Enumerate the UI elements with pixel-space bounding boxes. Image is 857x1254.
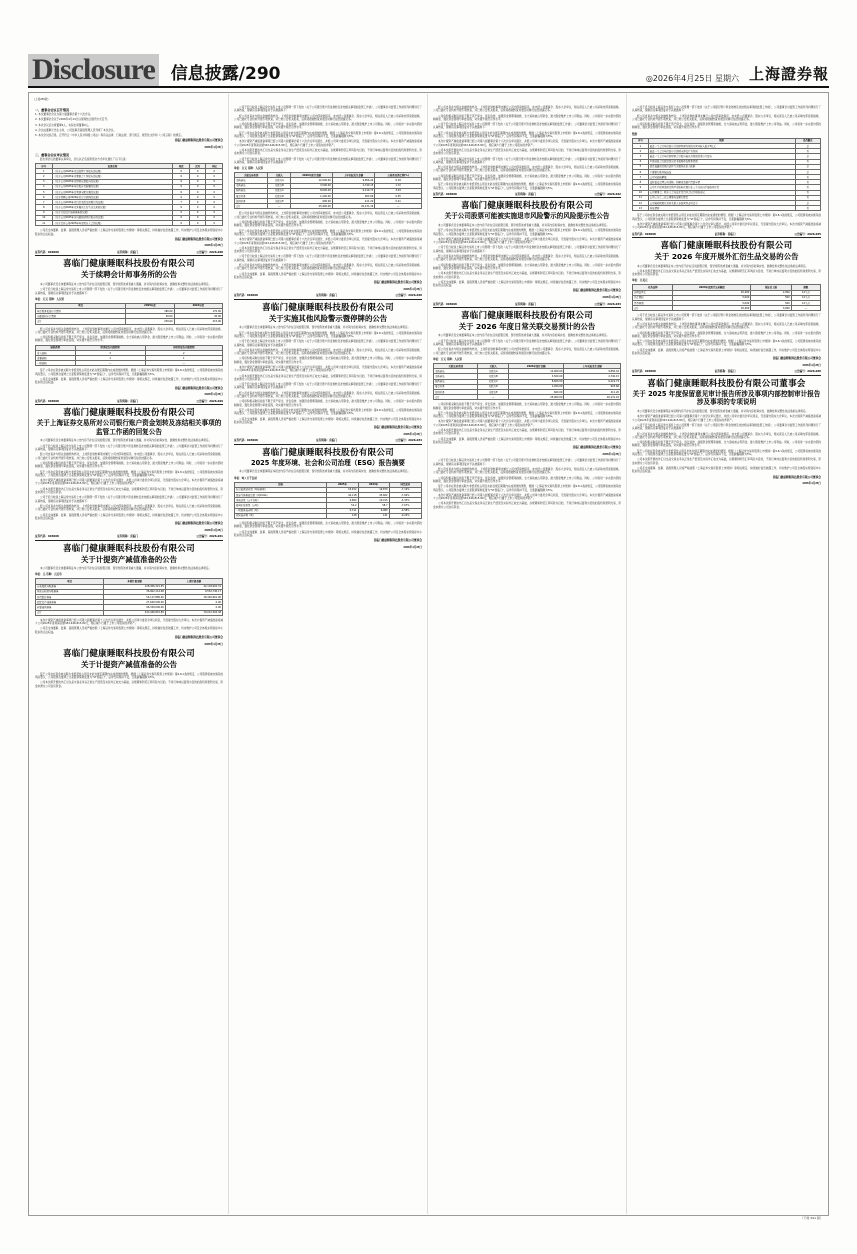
article-code-029: 证券代码：603008 证券简称：喜临门 公告编号：2026-029: [35, 400, 223, 405]
th-item: 项目: [36, 303, 126, 308]
table-row: 1 《关于公司2025年度总经理工作报告的议案》 9 0 0: [36, 169, 223, 174]
article-code-033: 证券代码：603008 证券简称：喜临门 公告编号：2026-033: [433, 303, 621, 308]
article-body-035e: 鉴于公司存在资金被关联方非经营性占用且未能在规定期限内完成清偿的情形，根据《上海证券交易所股票上市规则》第9.8.1条的规定，公司股票将被实施其他风险警示，公司股票自复牌之日起股票简称变更为“ST喜临门”，证券代码保持不变，日涨跌幅限制为5%。: [632, 340, 821, 347]
article-title-031-bottom: [35, 649, 223, 670]
sign-org-036: 喜临门健康睡眠科技股份有限公司董事会: [772, 475, 821, 479]
table-row: 一般缺陷 — —: [36, 361, 223, 366]
article-body-029b: 经公司自查并与相关金融机构核对，上述资金划转事项未履行公司内部审批程序，亦未经公司董事会、股东大会审议，相关责任人已被公司采取内部追责措施。公司已委托专业机构开展专项核查，并已向公安机关报案，后续将根据核查进展及时履行信息披露义务。: [35, 453, 223, 460]
sign-date-028: 2026年4月25日: [204, 393, 223, 397]
article-body-030b: 公司于近日收到上海证券交易所上市公司管理一部下发的《关于公司银行账户资金划转及冻结相关事项的监管工作函》，公司董事会对监管工作函所列问题进行了认真核查，现就有关事项回复并予以披露如下：: [234, 340, 422, 347]
article-company: 喜临门健康睡眠科技股份有限公司: [62, 649, 195, 660]
article-headline: 关于实施其他风险警示暨停牌的公告: [268, 313, 388, 323]
col3-body-10: 鉴于公司存在资金被关联方非经营性占用且未能在规定期限内完成清偿的情形，根据《上海证券交易所股票上市规则》第9.8.1条的规定，公司股票将被实施其他风险警示，公司股票自复牌之日起股票简称变更为“ST喜临门”，证券代码保持不变，日涨跌幅限制为5%。: [433, 183, 621, 190]
article-notice-028: 本公司董事会及全体董事保证本公告内容不存在任何虚假记载、误导性陈述或者重大遗漏，并对其内容的真实性、准确性和完整性依法承担法律责任。: [40, 282, 212, 286]
impairment-caption: 单位：元 币种：人民币: [35, 573, 62, 577]
meeting-line-3: 3. 本次会议应出席董事9人，实际出席董事9人。: [35, 123, 91, 127]
table-row: 重大缺陷 3 2: [36, 350, 223, 355]
table-row: 8 《关于公司2026年度开展外汇衍生品交易的议案》 9 0 0: [36, 205, 223, 210]
col2-body-14: 经公司自查并与相关金融机构核对，上述资金划转事项未履行公司内部审批程序，亦未经公司董事会、股东大会审议，相关责任人已被公司采取内部追责措施。公司已委托专业机构开展专项核查，并已向公安机关报案，后续将根据核查进展及时履行信息披露义务。: [234, 264, 422, 271]
article-body-031d: 公司本次拟开展的外汇衍生品交易业务以正常生产经营及实际外汇收支为基础，以规避和防范汇率风险为目的，不进行单纯以盈利为目的的投机和套利交易，资金来源为公司自有资金。: [35, 681, 223, 688]
related-party-caption: 单位：万元 币种：人民币: [234, 167, 264, 171]
table-row: 采购商品 关联方A 12,000.00 9,856.42 6.18: [235, 178, 422, 183]
col2-body-8: 经公司自查并与相关金融机构核对，上述资金划转事项未履行公司内部审批程序，亦未经公司董事会、股东大会审议，相关责任人已被公司采取内部追责措施。公司已委托专业机构开展专项核查，并已向公安机关报案，后续将根据核查进展及时履行信息披露义务。: [234, 212, 422, 219]
table-row: 7 公司可能被解散 否: [633, 175, 821, 180]
column-1: [30, 94, 229, 1214]
article-body-031b: 公司及全体董事、监事、高级管理人员将严格按照《上海证券交易所股票上市规则》等相关规定，持续做好信息披露工作，切实维护公司及全体股东特别是中小股东的合法权益。: [35, 627, 223, 634]
article-title-034: [234, 448, 422, 468]
table-row: 1 最近一个会计年度经审计的净利润为负值且营业收入低于3亿元 是: [633, 143, 821, 148]
table-row: 接受劳务 关联方D 1,200.00 903.66: [435, 385, 619, 389]
col4-body-4: 鉴于公司存在资金被关联方非经营性占用且未能在规定期限内完成清偿的情形，根据《上海证券交易所股票上市规则》第9.8.1条的规定，公司股票将被实施其他风险警示，公司股票自复牌之日起股票简称变更为“ST喜临门”，证券代码保持不变，日涨跌幅限制为5%。: [632, 214, 821, 221]
sign-date-032: 2026年4月25日: [602, 295, 621, 299]
article-company: 喜临门健康睡眠科技股份有限公司: [62, 408, 195, 419]
col3-body-9: 公司将积极采取包括但不限于资产保全、诉讼追偿、加强资金管理等措施，全力追收被占用资金，最大限度维护上市公司利益。同时，公司将进一步完善内部控制制度，强化资金管理与审批流程，切实提升规范运作水平。: [433, 174, 621, 182]
th-agree: 同意: [173, 163, 190, 168]
table-row: 9 公司生产经营活动受到严重影响且预计在三个月以内不能恢复正常 否: [633, 185, 821, 190]
col2-body-4: 鉴于公司存在资金被关联方非经营性占用且未能在规定期限内完成清偿的情形，根据《上海证券交易所股票上市规则》第9.8.1条的规定，公司股票将被实施其他风险警示，公司股票自复牌之日起股票简称变更为“ST喜临门”，证券代码保持不变，日涨跌幅限制为5%。: [234, 131, 422, 139]
article-body-033b: 经公司自查并与相关金融机构核对，上述资金划转事项未履行公司内部审批程序，亦未经公司董事会、股东大会审议，相关责任人已被公司采取内部追责措施。公司已委托专业机构开展专项核查，并已向公安机关报案，后续将根据核查进展及时履行信息披露义务。: [433, 348, 621, 355]
col2-body-9: 公司将积极采取包括但不限于资产保全、诉讼追偿、加强资金管理等措施，全力追收被占用资金，最大限度维护上市公司利益。同时，公司将进一步完善内部控制制度，强化资金管理与审批流程，切实提升规范运作水平。: [234, 221, 422, 228]
meeting-line-1: 1. 本次董事会会议为第六届董事会第十六次会议。: [35, 113, 93, 116]
col2-body-1: 公司于近日收到上海证券交易所上市公司管理一部下发的《关于公司银行账户资金划转及冻结相关事项的监管工作函》，公司董事会对监管工作函所列问题进行了认真核查，现就有关事项回复并予以披露如下：: [234, 106, 422, 113]
article-notice-036: 本公司董事会及全体董事保证本说明内容不存在任何虚假记载、误导性陈述或者重大遗漏，并对其内容的真实性、准确性和完整性依法承担法律责任。: [637, 410, 809, 414]
article-code-032: 证券代码：603008 证券简称：喜临门 公告编号：2026-032: [433, 193, 621, 198]
article-title-029: [35, 408, 223, 436]
article-body-029h: 经公司自查并与相关金融机构核对，上述资金划转事项未履行公司内部审批程序，亦未经公司董事会、股东大会审议，相关责任人已被公司采取内部追责措施。公司已委托专业机构开展专项核查，并已向公安机关报案，后续将根据核查进展及时履行信息披露义务。: [35, 504, 223, 512]
sign-date-034: 2026年4月25日: [403, 545, 422, 549]
article-body-035b: 公司于近日收到上海证券交易所上市公司管理一部下发的《关于公司银行账户资金划转及冻结相关事项的监管工作函》，公司董事会对监管工作函所列问题进行了认真核查，现就有关事项回复并予以披露如下：: [632, 314, 821, 321]
table-row: 一般固体废弃物（吨） 6,311 6,980 -9.58%: [235, 508, 422, 513]
sign-org-031: 喜临门健康睡眠科技股份有限公司董事会: [174, 635, 223, 639]
article-body-028: 公司于近日收到上海证券交易所上市公司管理一部下发的《关于公司银行账户资金划转及冻结相关事项的监管工作函》，公司董事会对监管工作函所列问题进行了认真核查，现就有关事项回复并予以披露如下：: [35, 288, 223, 295]
article-notice-033: 本公司董事会及全体董事保证本公告内容不存在任何虚假记载、误导性陈述或者重大遗漏，并对其内容的真实性、准确性和完整性依法承担法律责任。: [438, 334, 610, 338]
table-row: 合计 30,000 3,000 —: [633, 306, 821, 311]
article-body-030f: 公司本次拟开展的外汇衍生品交易业务以正常生产经营及实际外汇收支为基础，以规避和防范汇率风险为目的，不进行单纯以盈利为目的的投机和套利交易，资金来源为公司自有资金。: [234, 374, 422, 381]
col2-body-2: 经公司自查并与相关金融机构核对，上述资金划转事项未履行公司内部审批程序，亦未经公司董事会、股东大会审议，相关责任人已被公司采取内部追责措施。公司已委托专业机构开展专项核查，并已向公安机关报案，后续将根据核查进展及时履行信息披露义务。: [234, 114, 422, 121]
col3-tail-1: 公司于近日收到上海证券交易所上市公司管理一部下发的《关于公司银行账户资金划转及冻结相关事项的监管工作函》，公司董事会对监管工作函所列问题进行了认真核查，现就有关事项回复并予以披露如下：: [433, 459, 621, 466]
col3-body-1: 经公司自查并与相关金融机构核对，上述资金划转事项未履行公司内部审批程序，亦未经公司董事会、股东大会审议，相关责任人已被公司采取内部追责措施。公司已委托专业机构开展专项核查，并已向公安机关报案，后续将根据核查进展及时履行信息披露义务。: [433, 106, 621, 113]
table-row: 远期结售汇 20,000 2,000 12个月: [633, 290, 821, 295]
page-number: （下转 291 版）: [800, 1216, 823, 1220]
col3-body-6: 公司本次拟开展的外汇衍生品交易业务以正常生产经营及实际外汇收支为基础，以规避和防范汇率风险为目的，不进行单纯以盈利为目的的投机和套利交易，资金来源为公司自有资金。: [433, 148, 621, 156]
article-company: 喜临门健康睡眠科技股份有限公司: [261, 302, 394, 313]
column-container: [30, 94, 827, 1214]
sign-org-1: 喜临门健康睡眠科技股份有限公司董事会: [174, 237, 223, 241]
table-row: 合计 230.00 215.00: [37, 319, 221, 323]
table-row: 采购商品 关联方B 3,500.00 2,740.15 1.72: [235, 183, 422, 188]
esg-table: 指标 2025年 2024年 同比变动 综合能源消耗量（吨标准煤） 18,452 19,870 -7.14% 温室气体排放总量（吨CO2e） 42,118 45,602 -7.64% 用电总量（万千瓦时） 9,860 10,415 -5.33% 新鲜水取用量（万吨） 54.2 58.7 -7.67% 一般固体废弃物（吨） 6,311 6,980 -9.58% 危险废弃物（吨） 128 141 -9.22%: [234, 482, 422, 519]
para-generic-1: 公司及全体董事、监事、高级管理人员将严格按照《上海证券交易所股票上市规则》等相关规定，持续做好信息披露工作，切实维护公司及全体股东特别是中小股东的合法权益。: [35, 229, 223, 236]
col3-body-4: 鉴于公司存在资金被关联方非经营性占用且未能在规定期限内完成清偿的情形，根据《上海证券交易所股票上市规则》第9.8.1条的规定，公司股票将被实施其他风险警示，公司股票自复牌之日起股票简称变更为“ST喜临门”，证券代码保持不变，日涨跌幅限制为5%。: [433, 131, 621, 139]
table-row: 危险废弃物（吨） 128 141 -9.22%: [235, 513, 422, 518]
article-body-030d: 公司将积极采取包括但不限于资产保全、诉讼追偿、加强资金管理等措施，全力追收被占用资金，最大限度维护上市公司利益。同时，公司将进一步完善内部控制制度，强化资金管理与审批流程，切实提升规范运作水平。: [234, 357, 422, 364]
article-body-032f: 公司本次拟开展的外汇衍生品交易业务以正常生产经营及实际外汇收支为基础，以规避和防范汇率风险为目的，不进行单纯以盈利为目的的投机和套利交易，资金来源为公司自有资金。: [433, 272, 621, 279]
article-body-028b: 经公司自查并与相关金融机构核对，上述资金划转事项未履行公司内部审批程序，亦未经公司董事会、股东大会审议，相关责任人已被公司采取内部追责措施。公司已委托专业机构开展专项核查，并已向公安机关报案，后续将根据核查进展及时履行信息披露义务。: [35, 327, 223, 334]
article-code-031: 证券代码：603008 证券简称：喜临门 公告编号：2026-031: [35, 535, 223, 540]
article-body-030g: 公司于近日收到上海证券交易所上市公司管理一部下发的《关于公司银行账户资金划转及冻结相关事项的监管工作函》，公司董事会对监管工作函所列问题进行了认真核查，现就有关事项回复并予以披露如下：: [234, 383, 422, 390]
sign-org-035: 喜临门健康睡眠科技股份有限公司董事会: [772, 357, 821, 361]
col3-tail-3: 公司将积极采取包括但不限于资产保全、诉讼追偿、加强资金管理等措施，全力追收被占用资金，最大限度维护上市公司利益。同时，公司将进一步完善内部控制制度，强化资金管理与审批流程，切实提升规范运作水平。: [433, 476, 621, 483]
article-body-030c: 经公司自查并与相关金融机构核对，上述资金划转事项未履行公司内部审批程序，亦未经公司董事会、股东大会审议，相关责任人已被公司采取内部追责措施。公司已委托专业机构开展专项核查，并已向公安机关报案，后续将根据核查进展及时履行信息披露义务。: [234, 348, 422, 356]
related-party-caption-2: 单位：万元 币种：人民币: [433, 357, 463, 361]
table-row: 销售商品 关联方C 8,600.00 6,219.73 3.04: [235, 188, 422, 193]
col2-body-13: 公司于近日收到上海证券交易所上市公司管理一部下发的《关于公司银行账户资金划转及冻结相关事项的监管工作函》，公司董事会对监管工作函所列问题进行了认真核查，现就有关事项回复并予以披露如下：: [234, 255, 422, 262]
table-row: 存货跌价准备 54,117,880.26 18,340,661.90: [37, 595, 221, 599]
table-row: 3 《关于公司2025年度财务决算报告的议案》 9 0 0: [36, 179, 223, 184]
sign-org-028: 喜临门健康睡眠科技股份有限公司董事会: [174, 386, 223, 390]
meeting-section-1: 一、董事会会议召开情况: [35, 108, 70, 112]
related-party-table-2: 关联交易类别 关联人 2026年预计金额 上年实际发生金额 采购商品 关联方A 12,000.00 9,856.42 采购商品 关联方B 3,500.00 2,740.15 销售商品 关联方C 8,600.00 6,219.73 接受劳务 关联方D 1,200.00 903.66 提供劳务 关联方E 600.00 411.20 合计 — 25,900.00 20,131.16: [435, 364, 619, 399]
table-row: 外汇期权 5,000 500 12个月: [633, 295, 821, 300]
code-announce-no: 公告编号：2026-028: [196, 251, 223, 254]
table-row: 合计 — 25,900.00 20,131.16: [435, 395, 619, 399]
table-row: 温室气体排放总量（吨CO2e） 42,118 45,602 -7.64%: [235, 493, 422, 498]
article-body-029a: 公司于近日收到上海证券交易所上市公司管理一部下发的《关于公司银行账户资金划转及冻结相关事项的监管工作函》，公司董事会对监管工作函所列问题进行了认真核查，现就有关事项回复并予以披露如下：: [35, 444, 223, 452]
audit-fee-table: [35, 303, 223, 325]
th-defect: 缺陷类型: [36, 345, 76, 350]
article-body-033d: 鉴于公司存在资金被关联方非经营性占用且未能在规定期限内完成清偿的情形，根据《上海证券交易所股票上市规则》第9.8.1条的规定，公司股票将被实施其他风险警示，公司股票自复牌之日起股票简称变更为“ST喜临门”，证券代码保持不变，日涨跌幅限制为5%。: [433, 411, 621, 419]
col3-body-7: 公司于近日收到上海证券交易所上市公司管理一部下发的《关于公司银行账户资金划转及冻结相关事项的监管工作函》，公司董事会对监管工作函所列问题进行了认真核查，现就有关事项回复并予以披露如下：: [433, 157, 621, 164]
col2-body-5: 本次计提资产减值准备事项已经公司第六届董事会第十六次会议审议通过，并经公司审计委员会审议同意，无需提交股东大会审议。本次计提资产减值准备将减少公司2025年度利润总额343,446,815.89元，相应减少归属于上市公司股东的净资产。: [234, 140, 422, 147]
table-row: 11 公司三分之二以上董事无法履行职责 否: [633, 195, 821, 200]
article-body-036f: 公司本次拟开展的外汇衍生品交易业务以正常生产经营及实际外汇收支为基础，以规避和防范汇率风险为目的，不进行单纯以盈利为目的的投机和套利交易，资金来源为公司自有资金。: [632, 458, 821, 465]
sign-org-029: 喜临门健康睡眠科技股份有限公司董事会: [174, 522, 223, 526]
article-body-031c: 鉴于公司存在资金被关联方非经营性占用且未能在规定期限内完成清偿的情形，根据《上海证券交易所股票上市规则》第9.8.1条的规定，公司股票将被实施其他风险警示，公司股票自复牌之日起股票简称变更为“ST喜临门”，证券代码保持不变，日涨跌幅限制为5%。: [35, 672, 223, 679]
article-title-030: [234, 303, 422, 324]
col3-body-2: 公司将积极采取包括但不限于资产保全、诉讼追偿、加强资金管理等措施，全力追收被占用资金，最大限度维护上市公司利益。同时，公司将进一步完善内部控制制度，强化资金管理与审批流程，切实提升规范运作水平。: [433, 114, 621, 121]
sign-date-1: 2026年4月25日: [204, 244, 223, 248]
article-body-036b: 公司于近日收到上海证券交易所上市公司管理一部下发的《关于公司银行账户资金划转及冻结相关事项的监管工作函》，公司董事会对监管工作函所列问题进行了认真核查，现就有关事项回复并予以披露如下：: [632, 423, 821, 431]
continued-from-label: (上接289版): [34, 98, 49, 101]
col2-body-11: 本次计提资产减值准备事项已经公司第六届董事会第十六次会议审议通过，并经公司审计委员会审议同意，无需提交股东大会审议。本次计提资产减值准备将减少公司2025年度利润总额343,446,815.89元，相应减少归属于上市公司股东的净资产。: [234, 238, 422, 245]
sign-org-033: 喜临门健康睡眠科技股份有限公司董事会: [572, 446, 621, 450]
article-body-036e: 鉴于公司存在资金被关联方非经营性占用且未能在规定期限内完成清偿的情形，根据《上海证券交易所股票上市规则》第9.8.1条的规定，公司股票将被实施其他风险警示，公司股票自复牌之日起股票简称变更为“ST喜临门”，证券代码保持不变，日涨跌幅限制为5%。: [632, 449, 821, 457]
col2-body-7: 公司于近日收到上海证券交易所上市公司管理一部下发的《关于公司银行账户资金划转及冻结相关事项的监管工作函》，公司董事会对监管工作函所列问题进行了认真核查，现就有关事项回复并予以披露如下：: [234, 157, 422, 164]
article-body-029d: 鉴于公司存在资金被关联方非经营性占用且未能在规定期限内完成清偿的情形，根据《上海证券交易所股票上市规则》第9.8.1条的规定，公司股票将被实施其他风险警示，公司股票自复牌之日起股票简称变更为“ST喜临门”，证券代码保持不变，日涨跌幅限制为5%。: [35, 470, 223, 477]
meeting-line-4: 4. 会议由董事长先生主持，公司监事及高级管理人员列席了本次会议。: [35, 128, 117, 132]
table-row: 合计 343,446,815.89 70,012,304.38: [37, 611, 221, 615]
article-headline: 关于 2025 年度保留意见审计报告所涉及事项内部控制审计报告涉及事项的专项说明: [632, 389, 821, 407]
sign-date-036: 2026年4月25日: [802, 482, 821, 486]
column-4: [627, 94, 826, 1214]
article-company: 喜临门健康睡眠科技股份有限公司: [660, 241, 793, 251]
forex-caption: 单位：万美元: [632, 279, 648, 283]
article-body-030k: 公司及全体董事、监事、高级管理人员将严格按照《上海证券交易所股票上市规则》等相关规定，持续做好信息披露工作，切实维护公司及全体股东特别是中小股东的合法权益。: [234, 417, 422, 424]
table-row: 6 主要银行账号被冻结 是: [633, 169, 821, 174]
article-body-035c: 经公司自查并与相关金融机构核对，上述资金划转事项未履行公司内部审批程序，亦未经公司董事会、股东大会审议，相关责任人已被公司采取内部追责措施。公司已委托专业机构开展专项核查，并已向公安机关报案，后续将根据核查进展及时履行信息披露义务。: [632, 322, 821, 330]
article-body-030a: 鉴于公司存在资金被关联方非经营性占用且未能在规定期限内完成清偿的情形，根据《上海证券交易所股票上市规则》第9.8.1条的规定，公司股票将被实施其他风险警示，公司股票自复牌之日起股票简称变更为“ST喜临门”，证券代码保持不变，日涨跌幅限制为5%。: [234, 331, 422, 338]
article-body-036a: 本次计提资产减值准备事项已经公司第六届董事会第十六次会议审议通过，并经公司审计委员会审议同意，无需提交股东大会审议。本次计提资产减值准备将减少公司2025年度利润总额343,446,815.89元，相应减少归属于上市公司股东的净资产。: [632, 415, 821, 422]
th-against: 反对: [189, 163, 206, 168]
article-title-031: [35, 544, 223, 565]
article-body-032g: 公司及全体董事、监事、高级管理人员将严格按照《上海证券交易所股票上市规则》等相关规定，持续做好信息披露工作，切实维护公司及全体股东特别是中小股东的合法权益。: [433, 280, 621, 288]
table-row: 5 信息披露或者规范运作等方面存在重大缺陷 是: [633, 164, 821, 169]
article-body-028e: 公司及全体董事、监事、高级管理人员将严格按照《上海证券交易所股票上市规则》等相关规定，持续做好信息披露工作，切实维护公司及全体股东特别是中小股东的合法权益。: [35, 378, 223, 385]
masthead: [28, 44, 829, 88]
meeting-sign-org: 喜临门健康睡眠科技股份有限公司董事会: [174, 139, 223, 143]
th-2025: 2025年度: [126, 303, 174, 308]
code-name: 证券简称：喜临门: [117, 251, 138, 254]
article-code-035: 证券代码：603008 证券简称：喜临门 公告编号：2026-035: [632, 233, 821, 238]
table-row: 4 《关于公司2025年年度报告及摘要的议案》 9 0 0: [36, 184, 223, 189]
risk-index-caption: 情形: [632, 132, 638, 136]
article-body-036d: 公司将积极采取包括但不限于资产保全、诉讼追偿、加强资金管理等措施，全力追收被占用资金，最大限度维护上市公司利益。同时，公司将进一步完善内部控制制度，强化资金管理与审批流程，切实提升规范运作水平。: [632, 441, 821, 448]
table-row: 采购商品 关联方B 3,500.00 2,740.15: [435, 374, 619, 378]
table-row: 5 《关于公司2025年度利润分配方案的议案》 9 0 0: [36, 189, 223, 194]
th-seq: 序号: [36, 163, 53, 168]
article-headline: 关于上海证券交易所对公司银行账户资金划转及冻结相关事项的监管工作函的回复公告: [36, 419, 222, 436]
table-row: 提供劳务 关联方E 600.00 411.20: [435, 390, 619, 394]
article-body-035d: 公司将积极采取包括但不限于资产保全、诉讼追偿、加强资金管理等措施，全力追收被占用资金，最大限度维护上市公司利益。同时，公司将进一步完善内部控制制度，强化资金管理与审批流程，切实提升规范运作水平。: [632, 331, 821, 338]
col3-tail-5: 本次计提资产减值准备事项已经公司第六届董事会第十六次会议审议通过，并经公司审计委员会审议同意，无需提交股东大会审议。本次计提资产减值准备将减少公司2025年度利润总额343,446,815.89元，相应减少归属于上市公司股东的净资产。: [433, 493, 621, 501]
sign-org-030: 喜临门健康睡眠科技股份有限公司董事会: [373, 426, 422, 430]
article-body-029e: 本次计提资产减值准备事项已经公司第六届董事会第十六次会议审议通过，并经公司审计委员会审议同意，无需提交股东大会审议。本次计提资产减值准备将减少公司2025年度利润总额343,446,815.89元，相应减少归属于上市公司股东的净资产。: [35, 479, 223, 486]
table-row: 接受劳务 关联方D 1,200.00 903.66 0.55: [235, 193, 422, 198]
sign-date-035: 2026年4月25日: [802, 363, 821, 367]
article-body-033g: 公司及全体董事、监事、高级管理人员将严格按照《上海证券交易所股票上市规则》等相关规定，持续做好信息披露工作，切实维护公司及全体股东特别是中小股东的合法权益。: [433, 437, 621, 444]
col2-sign-org: 喜临门健康睡眠科技股份有限公司董事会: [373, 281, 422, 285]
article-body-030e: 本次计提资产减值准备事项已经公司第六届董事会第十六次会议审议通过，并经公司审计委员会审议同意，无需提交股东大会审议。本次计提资产减值准备将减少公司2025年度利润总额343,446,815.89元，相应减少归属于上市公司股东的净资产。: [234, 365, 422, 373]
article-title-035: [632, 241, 821, 262]
col2-body-10: 鉴于公司存在资金被关联方非经营性占用且未能在规定期限内完成清偿的情形，根据《上海证券交易所股票上市规则》第9.8.1条的规定，公司股票将被实施其他风险警示，公司股票自复牌之日起股票简称变更为“ST喜临门”，证券代码保持不变，日涨跌幅限制为5%。: [234, 229, 422, 236]
table-row: 合计 — 25,900.00 20,131.16 —: [235, 204, 422, 209]
masthead-paper-name: 上海證券報: [748, 65, 829, 83]
article-body-028c: 公司将积极采取包括但不限于资产保全、诉讼追偿、加强资金管理等措施，全力追收被占用资金，最大限度维护上市公司利益。同时，公司将进一步完善内部控制制度，强化资金管理与审批流程，切实提升规范运作水平。: [35, 336, 223, 343]
article-headline: 关于公司股票可能被实施退市风险警示的风险提示性公告: [444, 212, 610, 221]
article-body-035f: 公司及全体董事、监事、高级管理人员将严格按照《上海证券交易所股票上市规则》等相关规定，持续做好信息披露工作，切实维护公司及全体股东特别是中小股东的合法权益。: [632, 348, 821, 355]
meeting-line-7: 经出席会议的董事认真审议，会议以记名投票表决方式审议通过了以下议案：: [40, 157, 129, 161]
col4-body-3: 公司将积极采取包括但不限于资产保全、诉讼追偿、加强资金管理等措施，全力追收被占用资金，最大限度维护上市公司利益。同时，公司将进一步完善内部控制制度，强化资金管理与审批流程，切实提升规范运作水平。: [632, 123, 821, 130]
table-row: 固定资产减值准备 27,640,500.00 0.00: [37, 600, 221, 604]
table-row: 9 《关于计提资产减值准备的议案》 9 0 0: [36, 210, 223, 215]
article-title-028: [35, 259, 223, 280]
article-body-032d: 经公司自查并与相关金融机构核对，上述资金划转事项未履行公司内部审批程序，亦未经公司董事会、股东大会审议，相关责任人已被公司采取内部追责措施。公司已委托专业机构开展专项核查，并已向公安机关报案，后续将根据核查进展及时履行信息披露义务。: [433, 255, 621, 262]
article-company: 喜临门健康睡眠科技股份有限公司: [460, 201, 593, 212]
meeting-line-5: 5. 本次会议的召集、召开符合《中华人民共和国公司法》等有关法律、行政法规、部门规章、规范性文件和《公司章程》的规定。: [35, 134, 184, 138]
col3-body-8: 经公司自查并与相关金融机构核对，上述资金划转事项未履行公司内部审批程序，亦未经公司董事会、股东大会审议，相关责任人已被公司采取内部追责措施。公司已委托专业机构开展专项核查，并已向公安机关报案，后续将根据核查进展及时履行信息披露义务。: [433, 166, 621, 173]
masthead-section-number: /290: [238, 64, 281, 84]
masthead-logo-en: Disclosure: [28, 54, 159, 87]
sign-org-032: 喜临门健康睡眠科技股份有限公司董事会: [572, 289, 621, 293]
article-body-035a: 公司本次拟开展的外汇衍生品交易业务以正常生产经营及实际外汇收支为基础，以规避和防范汇率风险为目的，不进行单纯以盈利为目的的投机和套利交易，资金来源为公司自有资金。: [632, 269, 821, 277]
article-company: 喜临门健康睡眠科技股份有限公司: [261, 447, 394, 458]
col3-tail-6: 公司本次拟开展的外汇衍生品交易业务以正常生产经营及实际外汇收支为基础，以规避和防范汇率风险为目的，不进行单纯以盈利为目的的投机和套利交易，资金来源为公司自有资金。: [433, 502, 621, 509]
table-row: 10 公司董事会、股东大会无法正常召开会议并形成决议 否: [633, 190, 821, 195]
masthead-section-label: 信息披露: [170, 64, 239, 84]
article-notice-031: 本公司董事会及全体董事保证本公告内容不存在任何虚假记载、误导性陈述或者重大遗漏，并对其内容的真实性、准确性和完整性依法承担法律责任。: [40, 567, 212, 571]
article-body-030h: 经公司自查并与相关金融机构核对，上述资金划转事项未履行公司内部审批程序，亦未经公司董事会、股东大会审议，相关责任人已被公司采取内部追责措施。公司已委托专业机构开展专项核查，并已向公安机关报案，后续将根据核查进展及时履行信息披露义务。: [234, 391, 422, 399]
col3-tail-4: 鉴于公司存在资金被关联方非经营性占用且未能在规定期限内完成清偿的情形，根据《上海证券交易所股票上市规则》第9.8.1条的规定，公司股票将被实施其他风险警示，公司股票自复牌之日起股票简称变更为“ST喜临门”，证券代码保持不变，日涨跌幅限制为5%。: [433, 485, 621, 492]
masthead-logo-cn: [171, 59, 281, 86]
table-row: 12 公司被控股股东及其关联人非经营性占用资金 是: [633, 201, 821, 206]
article-body-033f: 公司本次拟开展的外汇衍生品交易业务以正常生产经营及实际外汇收支为基础，以规避和防范汇率风险为目的，不进行单纯以盈利为目的的投机和套利交易，资金来源为公司自有资金。: [433, 429, 621, 436]
article-body-029i: 公司及全体董事、监事、高级管理人员将严格按照《上海证券交易所股票上市规则》等相关规定，持续做好信息披露工作，切实维护公司及全体股东特别是中小股东的合法权益。: [35, 513, 223, 520]
col3-body-5: 本次计提资产减值准备事项已经公司第六届董事会第十六次会议审议通过，并经公司审计委员会审议同意，无需提交股东大会审议。本次计提资产减值准备将减少公司2025年度利润总额343,446,815.89元，相应减少归属于上市公司股东的净资产。: [433, 140, 621, 147]
article-body-034b: 公司及全体董事、监事、高级管理人员将严格按照《上海证券交易所股票上市规则》等相关规定，持续做好信息披露工作，切实维护公司及全体股东特别是中小股东的合法权益。: [234, 530, 422, 537]
table-row: 年度财务报表审计费用 180.00 170.00: [37, 309, 221, 313]
article-body-029f: 公司本次拟开展的外汇衍生品交易业务以正常生产经营及实际外汇收支为基础，以规避和防范汇率风险为目的，不进行单纯以盈利为目的的投机和套利交易，资金来源为公司自有资金。: [35, 487, 223, 495]
article-body-032b: 本次计提资产减值准备事项已经公司第六届董事会第十六次会议审议通过，并经公司审计委员会审议同意，无需提交股东大会审议。本次计提资产减值准备将减少公司2025年度利润总额343,446,815.89元，相应减少归属于上市公司股东的净资产。: [433, 237, 621, 245]
col2-body-6: 公司本次拟开展的外汇衍生品交易业务以正常生产经营及实际外汇收支为基础，以规避和防范汇率风险为目的，不进行单纯以盈利为目的的投机和套利交易，资金来源为公司自有资金。: [234, 148, 422, 156]
table-row: 商誉减值准备 96,330,000.00 0.00: [37, 606, 221, 610]
col2-sign-date: 2026年4月25日: [403, 287, 422, 291]
article-headline: 关于续聘会计师事务所的公告: [80, 270, 178, 280]
meeting-section-2: 二、董事会会议审议情况: [35, 152, 70, 157]
article-body-033a: 公司于近日收到上海证券交易所上市公司管理一部下发的《关于公司银行账户资金划转及冻结相关事项的监管工作函》，公司董事会对监管工作函所列问题进行了认真核查，现就有关事项回复并予以披露如下：: [433, 339, 621, 347]
table-row: 应收账款坏账准备 128,456,321.55 42,118,902.31: [37, 585, 221, 589]
article-body-029c: 公司将积极采取包括但不限于资产保全、诉讼追偿、加强资金管理等措施，全力追收被占用资金，最大限度维护上市公司利益。同时，公司将进一步完善内部控制制度，强化资金管理与审批流程，切实提升规范运作水平。: [35, 461, 223, 469]
article-notice-034: 本公司董事会及全体董事保证本报告内容不存在任何虚假记载、误导性陈述或者重大遗漏，并对其内容的真实性、准确性和完整性依法承担法律责任。: [239, 470, 411, 474]
sign-date-029: 2026年4月25日: [204, 528, 223, 532]
col3-tail-2: 经公司自查并与相关金融机构核对，上述资金划转事项未履行公司内部审批程序，亦未经公司董事会、股东大会审议，相关责任人已被公司采取内部追责措施。公司已委托专业机构开展专项核查，并已向公安机关报案，后续将根据核查进展及时履行信息披露义务。: [433, 468, 621, 475]
article-headline: 关于 2026 年度开展外汇衍生品交易的公告: [654, 252, 799, 261]
article-body-029g: 公司于近日收到上海证券交易所上市公司管理一部下发的《关于公司银行账户资金划转及冻结相关事项的监管工作函》，公司董事会对监管工作函所列问题进行了认真核查，现就有关事项回复并予以披露如下：: [35, 496, 223, 503]
col2-body-15: 公司及全体董事、监事、高级管理人员将严格按照《上海证券交易所股票上市规则》等相关规定，持续做好信息披露工作，切实维护公司及全体股东特别是中小股东的合法权益。: [234, 272, 422, 279]
article-headline: 2025 年度环境、社会和公司治理（ESG）报告摘要: [251, 458, 405, 467]
th-fin: 财务报告内部控制: [75, 345, 145, 350]
article-notice-030: 本公司董事会及全体董事保证本公告内容不存在任何虚假记载、误导性陈述或者重大遗漏，并对其内容的真实性、准确性和完整性依法承担法律责任。: [239, 326, 411, 330]
th-abstain: 弃权: [206, 163, 223, 168]
table-row: 2 《关于公司2025年度董事会工作报告的议案》 9 0 0: [36, 174, 223, 179]
article-body-031a: 本次计提资产减值准备事项已经公司第六届董事会第十六次会议审议通过，并经公司审计委员会审议同意，无需提交股东大会审议。本次计提资产减值准备将减少公司2025年度利润总额343,446,815.89元，相应减少归属于上市公司股东的净资产。: [35, 618, 223, 626]
article-notice-032: 本公司董事会及全体董事保证本公告内容不存在任何虚假记载、误导性陈述或者重大遗漏，并对其内容的真实性、准确性和完整性依法承担法律责任。: [438, 223, 610, 227]
table-row: 3 最近一个会计年度的财务会计报告被出具保留意见审计报告 是: [633, 154, 821, 159]
table-row: 6 《关于续聘公司2026年度审计机构的议案》 9 0 0: [36, 195, 223, 200]
article-title-032: [433, 201, 621, 221]
table-row: 10 《关于公司2025年度内部控制评价报告的议案》 9 0 0: [36, 215, 223, 220]
table-row: 11 《关于召开公司2025年年度股东大会的议案》 9 0 0: [36, 221, 223, 226]
article-body-028d: 鉴于公司存在资金被关联方非经营性占用且未能在规定期限内完成清偿的情形，根据《上海证券交易所股票上市规则》第9.8.1条的规定，公司股票将被实施其他风险警示，公司股票自复牌之日起股票简称变更为“ST喜临门”，证券代码保持不变，日涨跌幅限制为5%。: [35, 369, 223, 376]
col2-body-12: 公司本次拟开展的外汇衍生品交易业务以正常生产经营及实际外汇收支为基础，以规避和防范汇率风险为目的，不进行单纯以盈利为目的的投机和套利交易，资金来源为公司自有资金。: [234, 246, 422, 254]
article-company: 喜临门健康睡眠科技股份有限公司董事会: [647, 378, 806, 389]
table-row: 8 法院依法受理公司重整、和解或者破产清算申请 否: [633, 180, 821, 185]
masthead-date: ◎2026年4月25日 星期六: [645, 74, 739, 83]
table-row: 重要缺陷 1 1: [36, 356, 223, 361]
article-body-030j: 鉴于公司存在资金被关联方非经营性占用且未能在规定期限内完成清偿的情形，根据《上海证券交易所股票上市规则》第9.8.1条的规定，公司股票将被实施其他风险警示，公司股票自复牌之日起股票简称变更为“ST喜临门”，证券代码保持不变，日涨跌幅限制为5%。: [234, 408, 422, 416]
table-row: 内部控制审计费用 50.00 45.00: [37, 314, 221, 318]
sign-date-030: 2026年4月25日: [403, 432, 422, 436]
sign-org-034: 喜临门健康睡眠科技股份有限公司董事会: [373, 539, 422, 543]
table-row: 7 《关于公司2026年度日常关联交易预计的议案》 7 0 0: [36, 200, 223, 205]
article-body-032c: 公司于近日收到上海证券交易所上市公司管理一部下发的《关于公司银行账户资金划转及冻结相关事项的监管工作函》，公司董事会对监管工作函所列问题进行了认真核查，现就有关事项回复并予以披露如下：: [433, 246, 621, 253]
table-row: 2 最近一个会计年度经审计的期末净资产为负值 否: [633, 149, 821, 154]
article-headline: 关于计提资产减值准备的公告: [80, 660, 178, 670]
meeting-line-2: 2. 本次董事会会议于2026年4月24日以现场结合通讯方式召开。: [35, 118, 110, 122]
table-row: 用电总量（万千瓦时） 9,860 10,415 -5.33%: [235, 498, 422, 503]
table-row: 4 中国证监会行政处罚决定书表明存在财务造假 否: [633, 159, 821, 164]
sign-date-033: 2026年4月25日: [602, 452, 621, 456]
th-2024: 2024年度: [174, 303, 222, 308]
article-title-033: [433, 311, 621, 332]
audit-fee-caption: 单位：万元 币种：人民币: [35, 297, 65, 301]
col4-body-5: 本次计提资产减值准备事项已经公司第六届董事会第十六次会议审议通过，并经公司审计委员会审议同意，无需提交股东大会审议。本次计提资产减值准备将减少公司2025年度利润总额343,446,815.89元，相应减少归属于上市公司股东的净资产。: [632, 223, 821, 230]
related-party-table: 关联交易类别 关联人 2026年预计金额 上年实际发生金额 占同类业务比例(%) 采购商品 关联方A 12,000.00 9,856.42 6.18 采购商品 关联方B 3,500.00 2,740.15 1.72 销售商品 关联方C 8,600.00 6,219.73 3.04 接受劳务 关联方D 1,200.00 903.66 0.55 提供劳务 关联方E 600.00 411.20 0.21 合计 — 25,900.00 20,131.16 —: [234, 172, 422, 209]
impairment-table: 项目 本期计提金额 上期计提金额 应收账款坏账准备 128,456,321.55 42,118,902.31 其他应收款坏账准备 36,902,114.08 9,552,740.17 存货跌价准备 54,117,880.26 18,340,661.90 固定资产减值准备 27,640,500.00 0.00 商誉减值准备 96,330,000.00 0.00 合计 343,446,815.89 70,012,304.38: [37, 580, 221, 615]
meeting-sign-date: 2026年4月25日: [204, 146, 223, 150]
table-row: 新鲜水取用量（万吨） 54.2 58.7 -7.67%: [235, 503, 422, 508]
article-notice-029: 本公司董事会及全体董事保证本公告内容不存在任何虚假记载、误导性陈述或者重大遗漏，并对其内容的真实性、准确性和完整性依法承担法律责任。: [40, 439, 212, 443]
col4-body-2: 经公司自查并与相关金融机构核对，上述资金划转事项未履行公司内部审批程序，亦未经公司董事会、股东大会审议，相关责任人已被公司采取内部追责措施。公司已委托专业机构开展专项核查，并已向公安机关报案，后续将根据核查进展及时履行信息披露义务。: [632, 114, 821, 121]
internal-control-table: [35, 345, 223, 367]
resolution-table: [35, 163, 223, 226]
article-company: 喜临门健康睡眠科技股份有限公司: [62, 543, 195, 554]
article-body-032e: 公司将积极采取包括但不限于资产保全、诉讼追偿、加强资金管理等措施，全力追收被占用资金，最大限度维护上市公司利益。同时，公司将进一步完善内部控制制度，强化资金管理与审批流程，切实提升规范运作水平。: [433, 263, 621, 270]
article-headline: 关于计提资产减值准备的公告: [80, 554, 178, 564]
article-body-034a: 公司将积极采取包括但不限于资产保全、诉讼追偿、加强资金管理等措施，全力追收被占用资金，最大限度维护上市公司利益。同时，公司将进一步完善内部控制制度，强化资金管理与审批流程，切实提升规范运作水平。: [234, 521, 422, 529]
table-row: 13 其他情形 否: [633, 206, 821, 211]
risk-index-table: 序号 情形 是否触及 1 最近一个会计年度经审计的净利润为负值且营业收入低于3亿元 是 2 最近一个会计年度经审计的期末净资产为负值 否 3 最近一个会计年度的财务会计报告被出具保留意见审计报告 是 4 中国证监会行政处罚决定书表明存在财务造假 否 5 信息披露或者规范运作等方面存在重大缺陷 是 6 主要银行账号被冻结 是 7 公司可能被解散 否 8 法院依法受理公司重整、和解或者破产清算申请 否 9 公司生产经营活动受到严重影响且预计在三个月以内不能恢复正常 否 10 公司董事会、股东大会无法正常召开会议并形成决议 否 11 公司三分之二以上董事无法履行职责 否 12 公司被控股股东及其关联人非经营性占用资金 是 13 其他情形 否: [632, 138, 821, 212]
article-body-033c: 公司将积极采取包括但不限于资产保全、诉讼追偿、加强资金管理等措施，全力追收被占用资金，最大限度维护上市公司利益。同时，公司将进一步完善内部控制制度，强化资金管理与审批流程，切实提升规范运作水平。: [433, 403, 621, 410]
table-row: 其他应收款坏账准备 36,902,114.08 9,552,740.17: [37, 590, 221, 594]
th-name: 议案名称: [52, 163, 173, 168]
article-body-036c: 经公司自查并与相关金融机构核对，上述资金划转事项未履行公司内部审批程序，亦未经公司董事会、股东大会审议，相关责任人已被公司采取内部追责措施。公司已委托专业机构开展专项核查，并已向公安机关报案，后续将根据核查进展及时履行信息披露义务。: [632, 432, 821, 439]
table-row: 综合能源消耗量（吨标准煤） 18,452 19,870 -7.14%: [235, 487, 422, 492]
article-title-036: [632, 379, 821, 407]
article-code-028: [35, 251, 223, 256]
esg-caption: 单位：吨 / 万千瓦时: [234, 476, 257, 480]
article-notice-035: 本公司董事会及全体董事保证本公告内容不存在任何虚假记载、误导性陈述或者重大遗漏，并对其内容的真实性、准确性和完整性依法承担法律责任。: [637, 264, 809, 268]
article-code-030: 证券代码：603008 证券简称：喜临门 公告编号：2026-030: [234, 294, 422, 299]
article-headline: 关于 2026 年度日常关联交易预计的公告: [458, 321, 596, 331]
article-body-036g: 公司及全体董事、监事、高级管理人员将严格按照《上海证券交易所股票上市规则》等相关规定，持续做好信息披露工作，切实维护公司及全体股东特别是中小股东的合法权益。: [632, 466, 821, 474]
article-company: 喜临门健康睡眠科技股份有限公司: [62, 259, 195, 270]
table-row: 提供劳务 关联方E 600.00 411.20 0.21: [235, 199, 422, 204]
col2-body-3: 公司将积极采取包括但不限于资产保全、诉讼追偿、加强资金管理等措施，全力追收被占用资金，最大限度维护上市公司利益。同时，公司将进一步完善内部控制制度，强化资金管理与审批流程，切实提升规范运作水平。: [234, 123, 422, 130]
code-number: 证券代码：603008: [35, 251, 59, 254]
article-body-030i: 公司将积极采取包括但不限于资产保全、诉讼追偿、加强资金管理等措施，全力追收被占用资金，最大限度维护上市公司利益。同时，公司将进一步完善内部控制制度，强化资金管理与审批流程，切实提升规范运作水平。: [234, 400, 422, 407]
article-code-034: 证券代码：603008 证券简称：喜临门 公告编号：2026-034: [234, 439, 422, 444]
article-company: 喜临门健康睡眠科技股份有限公司: [460, 310, 593, 321]
article-body-033e: 本次计提资产减值准备事项已经公司第六届董事会第十六次会议审议通过，并经公司审计委员会审议同意，无需提交股东大会审议。本次计提资产减值准备将减少公司2025年度利润总额343,446,815.89元，相应减少归属于上市公司股东的净资产。: [433, 420, 621, 427]
column-3: [428, 94, 627, 1214]
masthead-right: [646, 63, 829, 86]
forex-table: 业务品种 2026年度预计交易额度 保证金上限 期限 远期结售汇 20,000 2,000 12个月 外汇期权 5,000 500 12个月 货币掉期 5,000 500 12个月 合计 30,000 3,000 —: [632, 284, 821, 311]
column-2: [229, 94, 428, 1214]
article-body-032a: 鉴于公司存在资金被关联方非经营性占用且未能在规定期限内完成清偿的情形，根据《上海证券交易所股票上市规则》第9.8.1条的规定，公司股票将被实施其他风险警示，公司股票自复牌之日起股票简称变更为“ST喜临门”，证券代码保持不变，日涨跌幅限制为5%。: [433, 229, 621, 236]
th-nonfin: 非财务报告内部控制: [145, 345, 222, 350]
sign-date-031: 2026年4月25日: [204, 642, 223, 646]
table-row: 货币掉期 5,000 500 12个月: [633, 300, 821, 305]
col4-body-1: 公司于近日收到上海证券交易所上市公司管理一部下发的《关于公司银行账户资金划转及冻结相关事项的监管工作函》，公司董事会对监管工作函所列问题进行了认真核查，现就有关事项回复并予以披露如下：: [632, 106, 821, 113]
article-code-036: 证券代码：603008 证券简称：喜临门 公告编号：2026-036: [632, 370, 821, 375]
col3-body-3: 公司于近日收到上海证券交易所上市公司管理一部下发的《关于公司银行账户资金划转及冻结相关事项的监管工作函》，公司董事会对监管工作函所列问题进行了认真核查，现就有关事项回复并予以披露如下：: [433, 123, 621, 130]
table-row: 采购商品 关联方A 12,000.00 9,856.42: [435, 369, 619, 373]
table-row: 销售商品 关联方C 8,600.00 6,219.73: [435, 380, 619, 384]
